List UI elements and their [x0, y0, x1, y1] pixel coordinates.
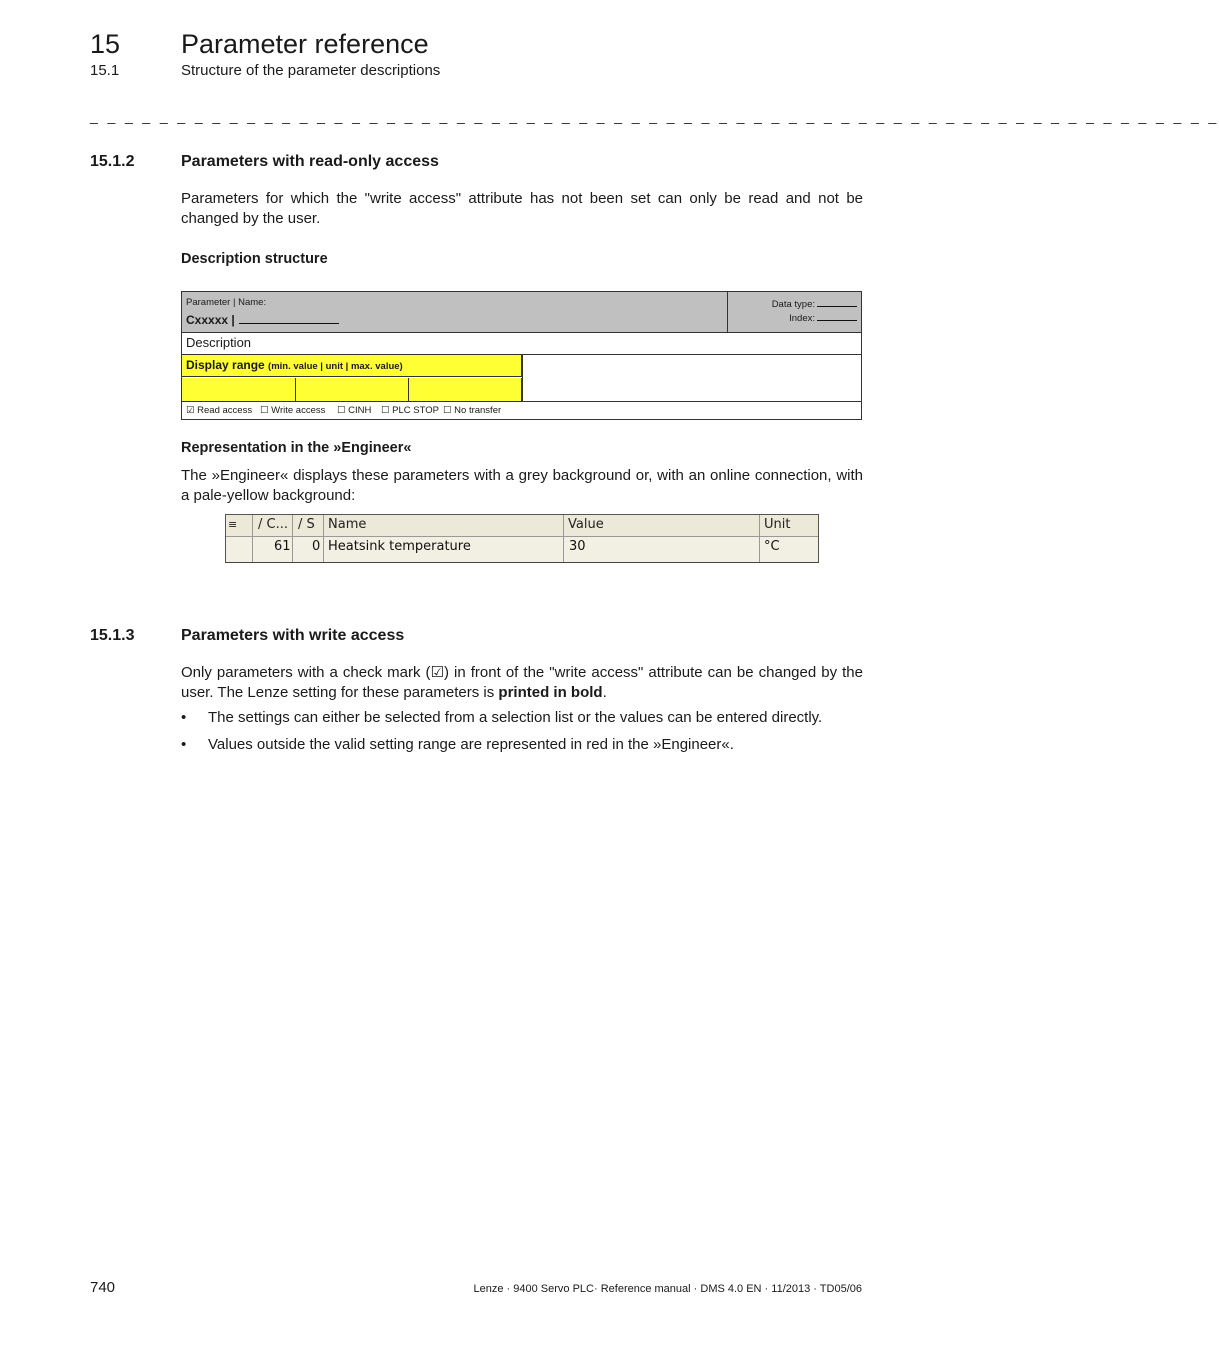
intro-paragraph-1513 — [181, 663, 863, 702]
data-type-label: Data type: — [771, 299, 815, 310]
intro-1513-end: . — [602, 683, 607, 701]
display-range-row — [182, 355, 522, 377]
display-range-label — [186, 358, 403, 372]
chapter-title: Parameter reference — [181, 29, 429, 59]
index-blank — [817, 311, 857, 321]
description-structure-table — [181, 291, 862, 420]
table-header — [182, 292, 861, 333]
engineer-parameter-grid — [225, 514, 819, 563]
intro-1513-bold: printed in bold — [498, 683, 603, 701]
parameter-label: Parameter | Name: — [186, 297, 267, 308]
grid-cell-unit: °C — [764, 539, 780, 554]
subsection-title-1513: Parameters with write access — [181, 627, 405, 644]
grid-cell-subindex: 0 — [312, 539, 321, 554]
grid-cell-value: 30 — [569, 539, 586, 554]
chapter-number: 15 — [90, 29, 121, 59]
grid-cell-code: 61 — [274, 539, 291, 554]
description-text: Description — [186, 335, 252, 350]
description-row — [182, 332, 861, 355]
grid-cell-name: Heatsink temperature — [328, 539, 471, 554]
name-blank-line — [239, 312, 339, 324]
header-separator: _ _ _ _ _ _ _ _ _ _ _ _ _ _ _ _ _ _ _ _ _ _ _ _ _ _ _ _ _ _ _ _ _ _ _ _ _ _ _ _ _ _ _ _ _ _ _ _ _ _ _ _ _ _ _ _ _ _ _ _ _ _ _ _ _ — [90, 108, 1219, 124]
min-value-cell — [182, 378, 296, 401]
flag-cinh: ☐ CINH — [337, 405, 372, 416]
parameter-code — [186, 312, 339, 327]
display-range-text: Display range — [186, 358, 265, 372]
grid-menu-icon[interactable]: ≡ — [228, 518, 238, 531]
flag-read-access: ☑ Read access — [186, 405, 253, 416]
grid-header-subindex[interactable]: / S — [298, 517, 315, 532]
flag-plc-stop: ☐ PLC STOP — [381, 405, 439, 416]
subsection-title-1512: Parameters with read-only access — [181, 153, 439, 170]
unit-cell — [296, 378, 409, 401]
subsection-number-1513: 15.1.3 — [90, 627, 135, 644]
footer-text: Lenze · 9400 Servo PLC· Reference manual · DMS 4.0 EN · 11/2013 · TD05/06 — [473, 1283, 862, 1295]
bullet-text: Values outside the valid setting range are represented in red in the »Engineer«. — [208, 736, 734, 753]
max-value-cell — [409, 378, 522, 401]
section-title: Structure of the parameter descriptions — [181, 62, 441, 79]
grid-header-code[interactable]: / C... — [258, 517, 288, 532]
section-number: 15.1 — [90, 62, 120, 79]
bullet-icon: • — [181, 736, 187, 753]
display-range-hint: (min. value | unit | max. value) — [268, 361, 403, 372]
data-type-index-cell — [772, 297, 857, 325]
representation-heading: Representation in the »Engineer« — [181, 440, 412, 456]
grid-header-unit[interactable]: Unit — [764, 517, 791, 532]
page-number: 740 — [90, 1279, 116, 1296]
grid-header-name[interactable]: Name — [328, 517, 367, 532]
parameter-code-text: Cxxxxx | — [186, 313, 235, 327]
representation-paragraph: The »Engineer« displays these parameters with a grey background or, with an online connection, with a pale-yellow background: — [181, 467, 863, 504]
subsection-number-1512: 15.1.2 — [90, 153, 135, 170]
index-label: Index: — [789, 313, 815, 324]
parameter-name-cell — [182, 292, 728, 332]
flag-write-access: ☐ Write access — [260, 405, 326, 416]
access-flags-row — [182, 401, 861, 420]
blank-info-cell — [522, 355, 861, 401]
flag-no-transfer: ☐ No transfer — [443, 405, 502, 416]
bullet-icon: • — [181, 709, 187, 726]
data-type-blank — [817, 297, 857, 307]
intro-1513-text: Only parameters with a check mark (☑) in front of the "write access" attribute can be changed by the user. The Lenze setting for these parameters is — [181, 664, 863, 701]
intro-paragraph-1512: Parameters for which the "write access" attribute has not been set can only be read and not be changed by the user. — [181, 190, 863, 227]
grid-header-value[interactable]: Value — [568, 517, 604, 532]
description-structure-heading: Description structure — [181, 251, 328, 267]
bullet-text: The settings can either be selected from a selection list or the values can be entered directly. — [208, 709, 823, 726]
